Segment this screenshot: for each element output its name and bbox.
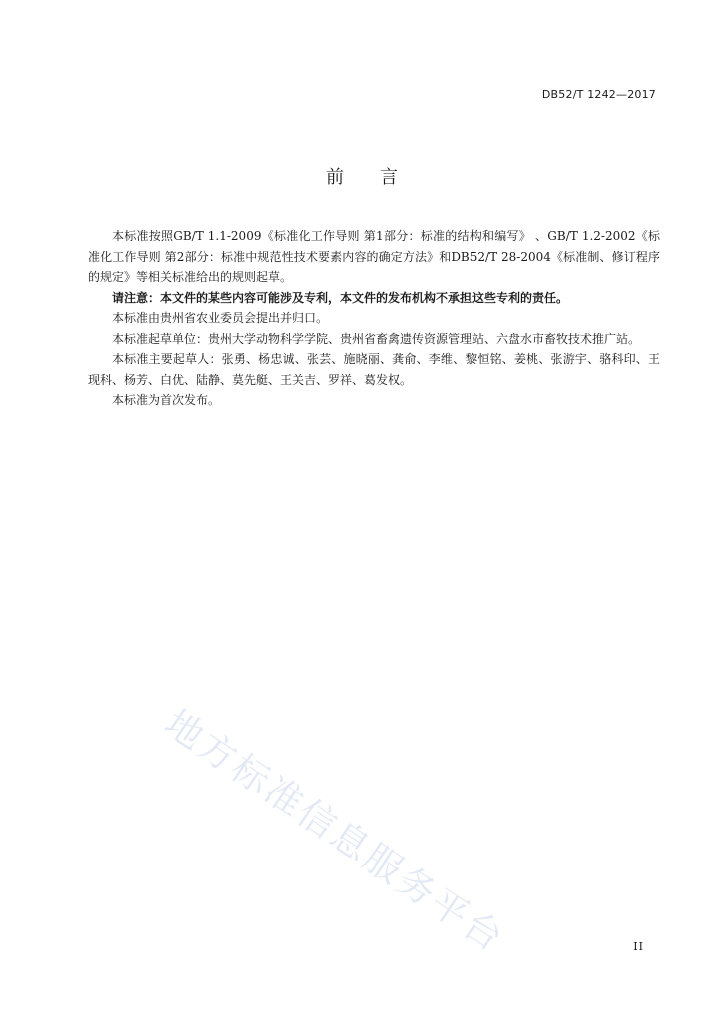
document-code: DB52/T 1242—2017 [541,88,656,101]
page-number: II [633,940,644,953]
paragraph-first-release: 本标准为首次发布。 [112,393,221,407]
paragraph-proposer: 本标准由贵州省农业委员会提出并归口。 [112,311,329,325]
title-char-2: 言 [380,167,398,188]
page-title [0,163,724,189]
paragraph-drafting-rules: 本标准按照GB/T 1.1-2009《标准化工作导则 第1部分：标准的结构和编写》 、GB/T 1.2-2002《标准化工作导则 第2部分：标准中规范性技术要素内容的确定方法》和DB52/T 28-2004《标准制、修订程序的规定》等相关标准给出的规则起草。 [88,229,660,284]
paragraph-patent-notice: 请注意：本文件的某些内容可能涉及专利，本文件的发布机构不承担这些专利的责任。 [112,290,569,305]
watermark-text: 地方标准信息服务平台 [156,701,513,961]
paragraph-drafters: 本标准主要起草人：张勇、杨忠诚、张芸、施晓丽、龚俞、李维、黎恒铭、姜桃、张游宇、骆科印、王现科、杨芳、白优、陆静、莫先艇、王关吉、罗祥、葛发权。 [88,352,660,387]
title-char-1: 前 [326,167,344,188]
paragraph-drafting-units: 本标准起草单位：贵州大学动物科学学院、贵州省畜禽遗传资源管理站、六盘水市畜牧技术推广站。 [112,331,641,346]
foreword-body [88,226,660,411]
